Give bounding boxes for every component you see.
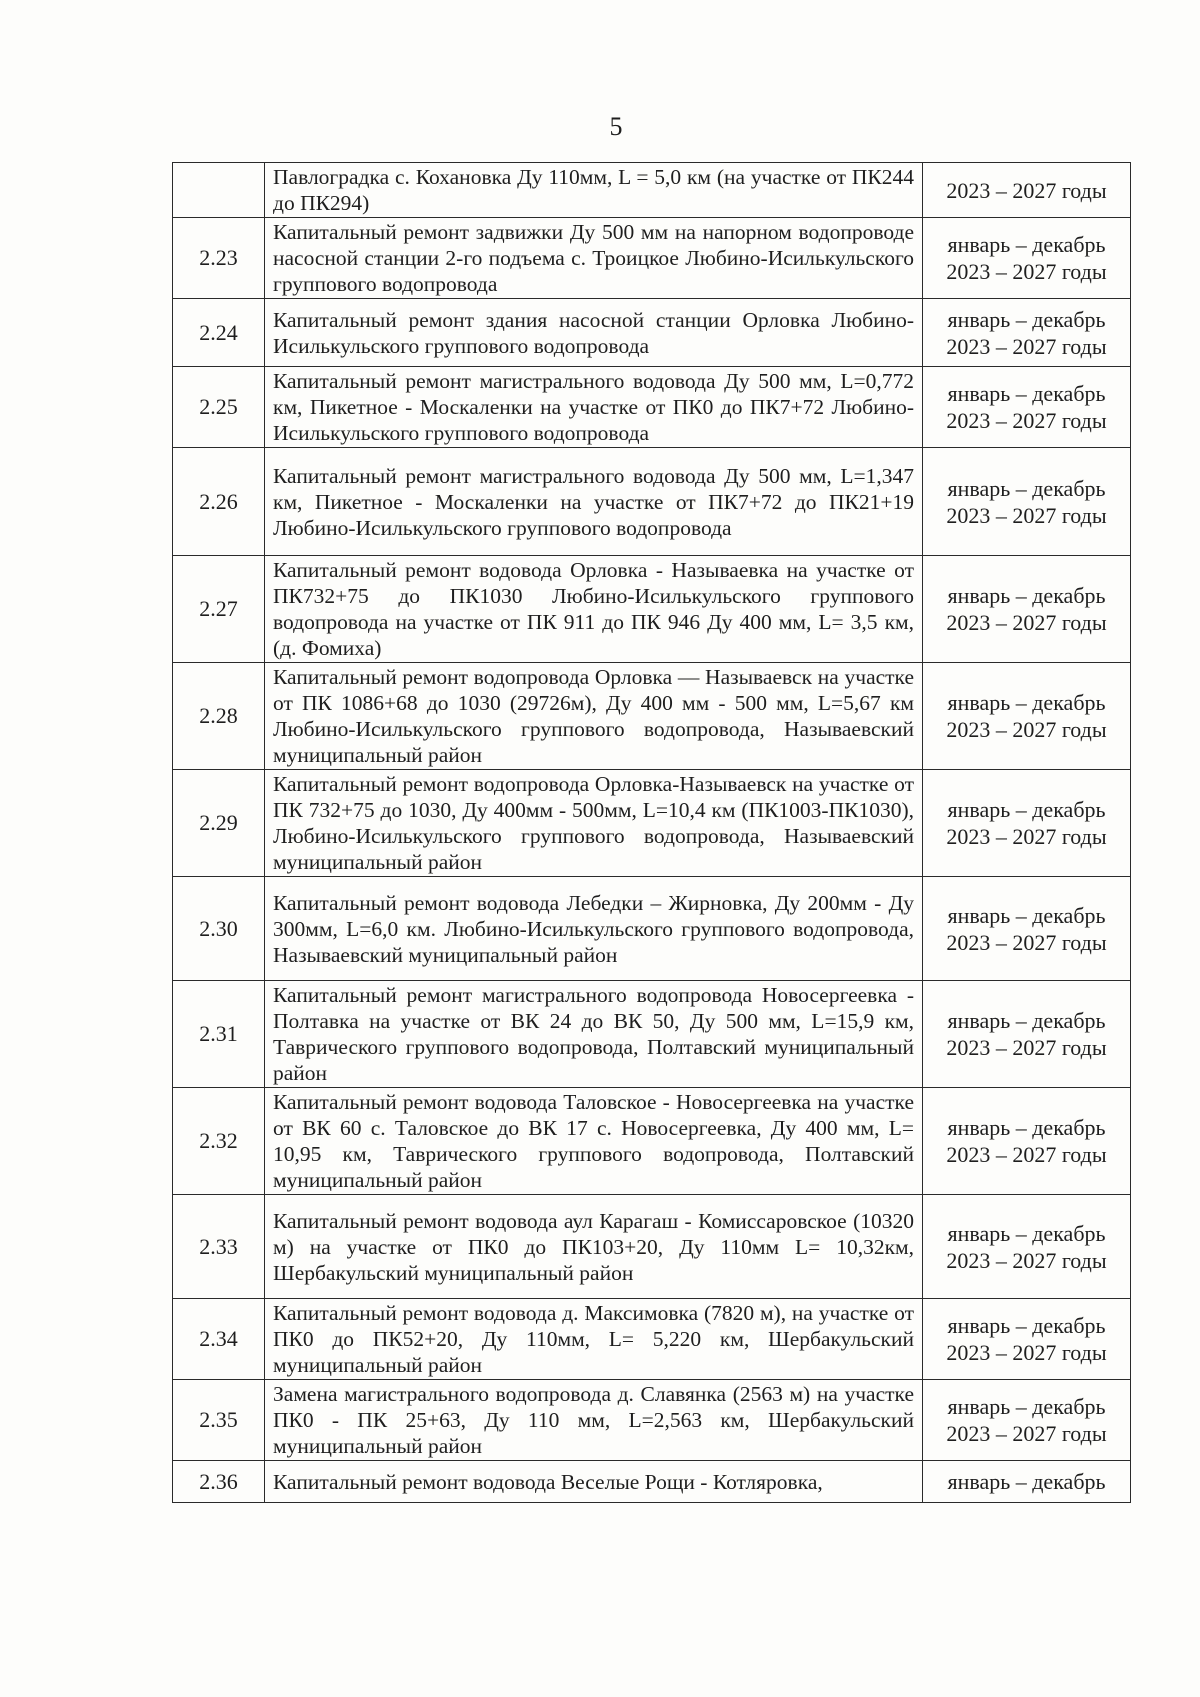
period-months: январь – декабрь xyxy=(947,1394,1106,1419)
table-row xyxy=(173,663,1131,770)
table-row xyxy=(173,1461,1131,1503)
table-row xyxy=(173,218,1131,299)
work-description: Капитальный ремонт магистрального водопровода Новосергеевка - Полтавка на участке от ВК 24 до ВК 50, Ду 500 мм, L=15,9 км, Таврического группового водопровода, Полтавский муниципальный район xyxy=(265,981,923,1088)
row-number: 2.30 xyxy=(173,877,265,981)
work-description: Капитальный ремонт магистрального водовода Ду 500 мм, L=0,772 км, Пикетное - Москаленки на участке от ПК0 до ПК7+72 Любино-Исилькульского группового водопровода xyxy=(265,367,923,448)
table-row xyxy=(173,1088,1131,1195)
row-number: 2.23 xyxy=(173,218,265,299)
work-description: Капитальный ремонт водовода Таловское - Новосергеевка на участке от ВК 60 с. Таловское до ВК 17 с. Новосергеевка, Ду 400 мм, L= 10,95 км, Таврического группового водопровода, Полтавский муниципальный район xyxy=(265,1088,923,1195)
work-period xyxy=(923,299,1131,367)
period-months: январь – декабрь xyxy=(947,1469,1106,1494)
work-description: Капитальный ремонт здания насосной станции Орловка Любино-Исилькульского группового водопровода xyxy=(265,299,923,367)
row-number: 2.26 xyxy=(173,448,265,556)
work-description: Капитальный ремонт водовода д. Максимовка (7820 м), на участке от ПК0 до ПК52+20, Ду 110мм, L= 5,220 км, Шербакульский муниципальный район xyxy=(265,1299,923,1380)
table-row xyxy=(173,1380,1131,1461)
period-years: 2023 – 2027 годы xyxy=(946,1142,1107,1167)
work-description: Капитальный ремонт водовода аул Карагаш - Комиссаровское (10320 м) на участке от ПК0 до ПК103+20, Ду 110мм L= 10,32км, Шербакульский муниципальный район xyxy=(265,1195,923,1299)
work-period xyxy=(923,218,1131,299)
table-row xyxy=(173,981,1131,1088)
period-years: 2023 – 2027 годы xyxy=(946,408,1107,433)
period-years: 2023 – 2027 годы xyxy=(946,177,1107,203)
period-months: январь – декабрь xyxy=(947,306,1106,332)
work-description: Капитальный ремонт задвижки Ду 500 мм на напорном водопроводе насосной станции 2-го подъема с. Троицкое Любино-Исилькульского группового водопровода xyxy=(265,218,923,299)
work-period xyxy=(923,448,1131,556)
period-months: январь – декабрь xyxy=(947,902,1106,928)
work-period xyxy=(923,1195,1131,1299)
work-period xyxy=(923,663,1131,770)
work-period xyxy=(923,556,1131,663)
table-row xyxy=(173,448,1131,556)
row-number: 2.32 xyxy=(173,1088,265,1195)
table-row xyxy=(173,367,1131,448)
work-period xyxy=(923,770,1131,877)
row-number: 2.34 xyxy=(173,1299,265,1380)
period-months: январь – декабрь xyxy=(947,1008,1106,1033)
row-number: 2.35 xyxy=(173,1380,265,1461)
period-months: январь – декабрь xyxy=(947,797,1106,822)
work-description: Замена магистрального водопровода д. Славянка (2563 м) на участке ПК0 - ПК 25+63, Ду 110 мм, L=2,563 км, Шербакульский муниципальный район xyxy=(265,1380,923,1461)
table-row xyxy=(173,299,1131,367)
period-months: январь – декабрь xyxy=(947,1313,1106,1338)
work-description: Капитальный ремонт водовода Орловка - Называевка на участке от ПК732+75 до ПК1030 Любино-Исилькульского группового водопровода на участке от ПК 911 до ПК 946 Ду 400 мм, L= 3,5 км, (д. Фомиха) xyxy=(265,556,923,663)
work-period xyxy=(923,1461,1131,1503)
row-number: 2.27 xyxy=(173,556,265,663)
page-number: 5 xyxy=(609,112,623,141)
period-years: 2023 – 2027 годы xyxy=(946,1035,1107,1060)
work-description: Капитальный ремонт водопровода Орловка — Называевск на участке от ПК 1086+68 до 1030 (29726м), Ду 400 мм - 500 мм, L=5,67 км Любино-Исилькульского группового водопровода, Называевский муниципальный район xyxy=(265,663,923,770)
work-description: Капитальный ремонт водовода Веселые Рощи - Котляровка, xyxy=(265,1461,923,1503)
table-row xyxy=(173,163,1131,218)
period-years: 2023 – 2027 годы xyxy=(946,1421,1107,1446)
period-years: 2023 – 2027 годы xyxy=(946,717,1107,742)
period-years: 2023 – 2027 годы xyxy=(946,1340,1107,1365)
period-years: 2023 – 2027 годы xyxy=(946,929,1107,955)
work-period xyxy=(923,1088,1131,1195)
period-months: январь – декабрь xyxy=(947,381,1106,406)
table-row xyxy=(173,770,1131,877)
table-row xyxy=(173,1195,1131,1299)
work-period xyxy=(923,163,1131,218)
row-number: 2.33 xyxy=(173,1195,265,1299)
period-months: январь – декабрь xyxy=(947,1220,1106,1246)
row-number: 2.25 xyxy=(173,367,265,448)
work-description: Капитальный ремонт магистрального водовода Ду 500 мм, L=1,347 км, Пикетное - Москаленки на участке от ПК7+72 до ПК21+19 Любино-Исилькульского группового водопровода xyxy=(265,448,923,556)
period-years: 2023 – 2027 годы xyxy=(946,824,1107,849)
work-period xyxy=(923,367,1131,448)
table-row xyxy=(173,1299,1131,1380)
period-months: январь – декабрь xyxy=(947,232,1106,257)
row-number: 2.29 xyxy=(173,770,265,877)
period-years: 2023 – 2027 годы xyxy=(946,610,1107,635)
period-years: 2023 – 2027 годы xyxy=(946,259,1107,284)
work-description: Павлоградка с. Кохановка Ду 110мм, L = 5,0 км (на участке от ПК244 до ПК294) xyxy=(265,163,923,218)
period-years: 2023 – 2027 годы xyxy=(946,502,1107,528)
work-period xyxy=(923,1299,1131,1380)
table-row xyxy=(173,877,1131,981)
work-period xyxy=(923,877,1131,981)
works-table xyxy=(172,162,1131,1503)
period-years: 2023 – 2027 годы xyxy=(946,1247,1107,1273)
work-period xyxy=(923,981,1131,1088)
period-months: январь – декабрь xyxy=(947,583,1106,608)
row-number xyxy=(173,163,265,218)
row-number: 2.36 xyxy=(173,1461,265,1503)
row-number: 2.24 xyxy=(173,299,265,367)
period-months: январь – декабрь xyxy=(947,475,1106,501)
work-description: Капитальный ремонт водопровода Орловка-Называевск на участке от ПК 732+75 до 1030, Ду 400мм - 500мм, L=10,4 км (ПК1003-ПК1030), Любино-Исилькульского группового водопровода, Называевский муниципальный район xyxy=(265,770,923,877)
period-months: январь – декабрь xyxy=(947,690,1106,715)
work-period xyxy=(923,1380,1131,1461)
row-number: 2.28 xyxy=(173,663,265,770)
period-months: январь – декабрь xyxy=(947,1115,1106,1140)
row-number: 2.31 xyxy=(173,981,265,1088)
work-description: Капитальный ремонт водовода Лебедки – Жирновка, Ду 200мм - Ду 300мм, L=6,0 км. Любино-Исилькульского группового водопровода, Называевский муниципальный район xyxy=(265,877,923,981)
period-years: 2023 – 2027 годы xyxy=(946,333,1107,359)
works-table-body xyxy=(173,163,1131,1503)
table-row xyxy=(173,556,1131,663)
